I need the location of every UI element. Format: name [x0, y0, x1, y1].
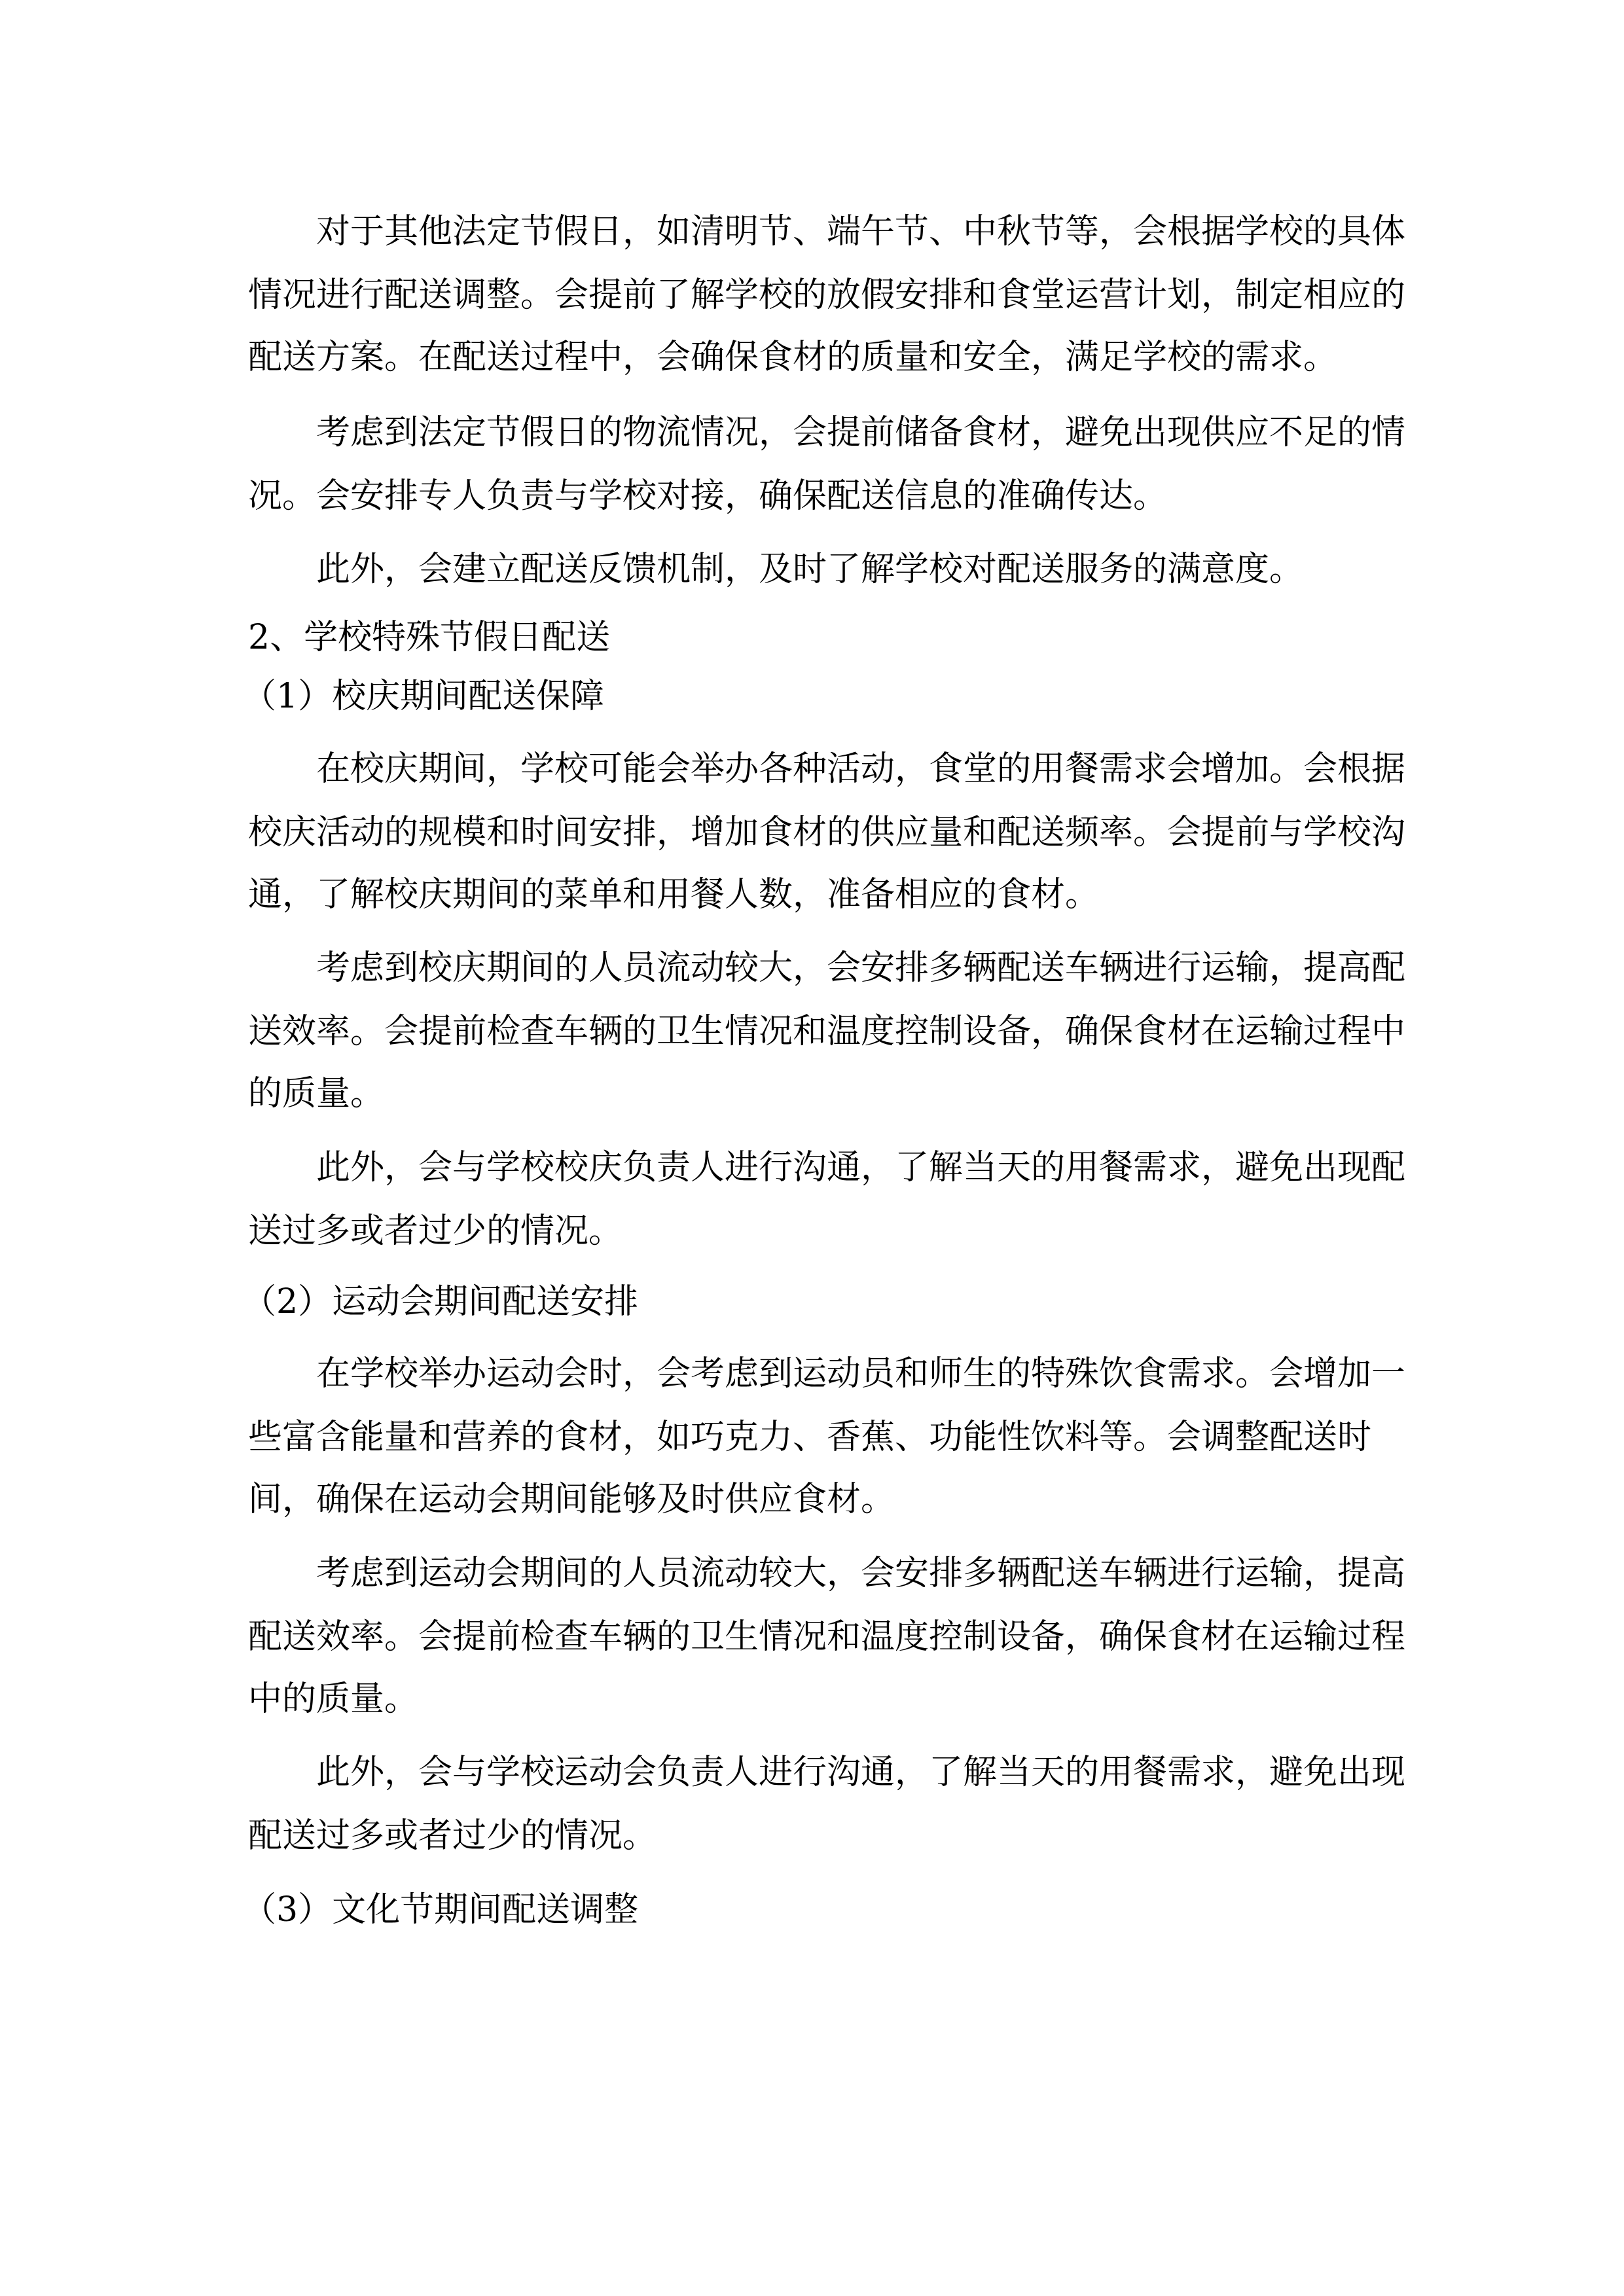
- paragraph-line: 况。会安排专人负责与学校对接，确保配送信息的准确传达。: [248, 476, 1168, 516]
- paragraph-line: 考虑到校庆期间的人员流动较大，会安排多辆配送车辆进行运输，提高配: [316, 948, 1406, 988]
- paragraph-line: 中的质量。: [248, 1679, 419, 1719]
- paragraph-line: 考虑到法定节假日的物流情况，会提前储备食材，避免出现供应不足的情: [316, 413, 1406, 452]
- paragraph-line: 考虑到运动会期间的人员流动较大，会安排多辆配送车辆进行运输，提高: [316, 1554, 1406, 1593]
- paragraph-line: 送过多或者过少的情况。: [248, 1211, 623, 1251]
- subsection-heading: （2）运动会期间配送安排: [242, 1282, 639, 1321]
- paragraph-line: 间，确保在运动会期间能够及时供应食材。: [248, 1480, 895, 1519]
- paragraph-line: 在学校举办运动会时，会考虑到运动员和师生的特殊饮食需求。会增加一: [316, 1354, 1406, 1393]
- paragraph-line: 在校庆期间，学校可能会举办各种活动，食堂的用餐需求会增加。会根据: [316, 749, 1406, 789]
- paragraph-line: 情况进行配送调整。会提前了解学校的放假安排和食堂运营计划，制定相应的: [248, 276, 1406, 315]
- paragraph-line: 通，了解校庆期间的菜单和用餐人数，准备相应的食材。: [248, 875, 1100, 914]
- paragraph-line: 校庆活动的规模和时间安排，增加食材的供应量和配送频率。会提前与学校沟: [248, 813, 1406, 852]
- paragraph-line: 此外，会与学校运动会负责人进行沟通，了解当天的用餐需求，避免出现: [316, 1753, 1406, 1792]
- paragraph-line: 此外，会建立配送反馈机制，及时了解学校对配送服务的满意度。: [316, 550, 1304, 589]
- subsection-heading: （3）文化节期间配送调整: [242, 1890, 639, 1929]
- paragraph-line: 此外，会与学校校庆负责人进行沟通，了解当天的用餐需求，避免出现配: [316, 1148, 1406, 1187]
- subsection-heading: （1）校庆期间配送保障: [242, 677, 605, 716]
- section-heading: 2、学校特殊节假日配送: [248, 618, 611, 657]
- paragraph-line: 的质量。: [248, 1074, 385, 1113]
- paragraph-line: 对于其他法定节假日，如清明节、端午节、中秋节等，会根据学校的具体: [316, 212, 1406, 251]
- paragraph-line: 送效率。会提前检查车辆的卫生情况和温度控制设备，确保食材在运输过程中: [248, 1012, 1406, 1051]
- paragraph-line: 配送过多或者过少的情况。: [248, 1816, 657, 1856]
- paragraph-line: 配送方案。在配送过程中，会确保食材的质量和安全，满足学校的需求。: [248, 338, 1338, 377]
- paragraph-line: 些富含能量和营养的食材，如巧克力、香蕉、功能性饮料等。会调整配送时: [248, 1418, 1372, 1457]
- paragraph-line: 配送效率。会提前检查车辆的卫生情况和温度控制设备，确保食材在运输过程: [248, 1617, 1406, 1657]
